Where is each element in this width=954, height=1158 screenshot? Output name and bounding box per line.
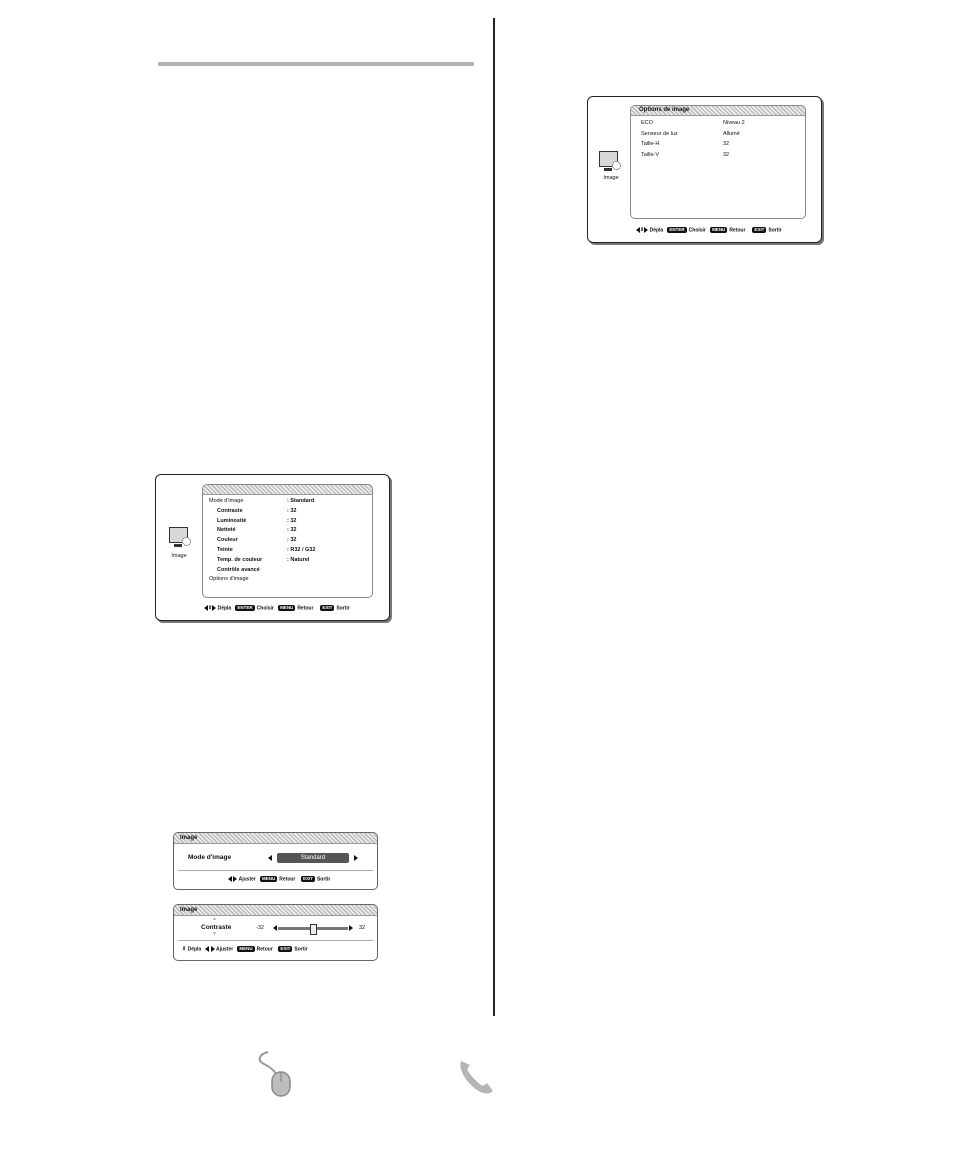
column-divider-top	[493, 18, 495, 268]
menu-item-value: : R32 / G32	[287, 547, 316, 553]
menu-item-label[interactable]: Couleur	[217, 537, 238, 544]
contrast-min: -32	[256, 925, 264, 931]
option-item-label[interactable]: Senseur de luz	[641, 130, 678, 137]
top-divider-rule	[158, 62, 474, 66]
menu-item-label[interactable]: Mode d'image	[209, 498, 244, 504]
legend-enter: Choisir	[256, 605, 274, 612]
image-menu-title-bar	[203, 485, 372, 495]
mouse-icon	[250, 1050, 296, 1098]
picture-mode-label: Mode d'image	[188, 854, 232, 861]
legend-adjust: Ajuster	[238, 876, 256, 883]
arrow-left-icon[interactable]	[268, 855, 272, 861]
menu-key: MENU	[280, 605, 294, 611]
tv-stand	[174, 544, 182, 547]
legend-move: Dépla	[187, 946, 202, 953]
picture-mode-bar	[173, 832, 378, 890]
exit-key: EXIT	[322, 605, 333, 611]
legend-menu: Retour	[256, 946, 273, 953]
arrow-updown-icon: ⇕	[182, 946, 187, 952]
contrast-max: 32	[359, 925, 366, 931]
option-item-label[interactable]: Taille-H	[641, 141, 660, 147]
arrow-updown-icon: ⇕	[640, 227, 645, 233]
legend-menu: Retour	[729, 227, 746, 234]
arrow-left-icon[interactable]	[273, 925, 277, 931]
option-item-label[interactable]: ECO	[641, 120, 653, 126]
picture-mode-legend	[228, 876, 330, 882]
menu-item-label[interactable]: Contrôle avancé	[217, 566, 260, 573]
option-item-value: 32	[723, 141, 730, 147]
picture-mode-bar-title: Image	[174, 833, 377, 844]
image-options-legend	[636, 227, 782, 233]
menu-item-value: : Naturel	[287, 556, 310, 563]
gear-icon	[612, 161, 621, 170]
arrow-right-icon	[644, 227, 648, 233]
separator	[178, 870, 373, 871]
menu-item-value: : 32	[287, 517, 297, 524]
contrast-bar-title: Image	[174, 905, 377, 916]
menu-item-label[interactable]: Temp. de couleur	[217, 556, 263, 563]
arrow-up-icon: ▲	[212, 916, 217, 922]
arrow-left-icon	[205, 946, 209, 952]
legend-enter: Choisir	[688, 227, 706, 234]
legend-adjust: Ajuster	[216, 946, 234, 953]
image-options-inner	[630, 105, 806, 219]
separator	[178, 940, 373, 941]
menu-key: MENU	[239, 946, 253, 952]
image-icon-label: Image	[603, 175, 619, 181]
arrow-right-icon	[212, 605, 216, 611]
exit-key: EXIT	[280, 946, 291, 952]
image-icon-label: Image	[171, 553, 187, 559]
menu-item-label[interactable]: Options d'image	[209, 576, 249, 583]
image-options-title: Options de image	[631, 106, 805, 116]
exit-key: EXIT	[302, 876, 313, 882]
legend-menu: Retour	[297, 605, 314, 612]
option-item-value: Niveau 2	[723, 120, 745, 126]
legend-exit: Sortir	[294, 946, 308, 953]
arrow-right-icon	[233, 876, 237, 882]
option-item-label[interactable]: Taille-V	[641, 151, 660, 158]
arrow-right-icon[interactable]	[354, 855, 358, 861]
arrow-down-icon: ▼	[212, 931, 217, 937]
exit-key: EXIT	[754, 227, 765, 233]
image-options-panel	[587, 96, 822, 243]
menu-key: MENU	[712, 227, 726, 233]
menu-item-label[interactable]: Luminosité	[217, 517, 247, 524]
tv-stand	[604, 168, 612, 171]
arrow-right-icon[interactable]	[349, 925, 353, 931]
enter-key: ENTER	[669, 227, 685, 233]
menu-item-value: : 32	[287, 507, 297, 514]
arrow-updown-icon: ⇕	[208, 605, 213, 611]
menu-item-value: : 32	[287, 537, 297, 544]
legend-menu: Retour	[279, 876, 296, 883]
contrast-legend	[182, 946, 308, 952]
menu-item-value: : Standard	[287, 498, 315, 504]
menu-item-label[interactable]: Teinte	[217, 547, 233, 553]
arrow-right-icon	[211, 946, 215, 952]
legend-exit: Sortir	[768, 227, 782, 234]
contrast-label: Contraste	[201, 924, 232, 931]
menu-item-label[interactable]: Contraste	[217, 507, 243, 514]
contrast-slider-knob[interactable]	[310, 924, 317, 935]
gear-icon	[182, 537, 191, 546]
phone-icon	[455, 1055, 497, 1097]
column-divider-bottom	[493, 268, 495, 1016]
legend-move: Dépla	[217, 605, 232, 612]
image-menu-legend	[204, 605, 350, 611]
menu-item-label[interactable]: Netteté	[217, 527, 236, 534]
contrast-bar	[173, 904, 378, 961]
enter-key: ENTER	[237, 605, 253, 611]
legend-exit: Sortir	[316, 876, 331, 883]
legend-move: Dépla	[649, 227, 664, 234]
menu-item-value: : 32	[287, 527, 297, 534]
menu-key: MENU	[262, 876, 276, 882]
option-item-value: Allumé	[723, 130, 740, 137]
arrow-left-icon	[228, 876, 232, 882]
legend-exit: Sortir	[336, 605, 350, 612]
picture-mode-selected[interactable]: Standard	[277, 853, 349, 863]
image-menu-panel	[155, 474, 390, 621]
option-item-value: 32	[723, 151, 730, 158]
image-menu-inner	[202, 484, 373, 598]
